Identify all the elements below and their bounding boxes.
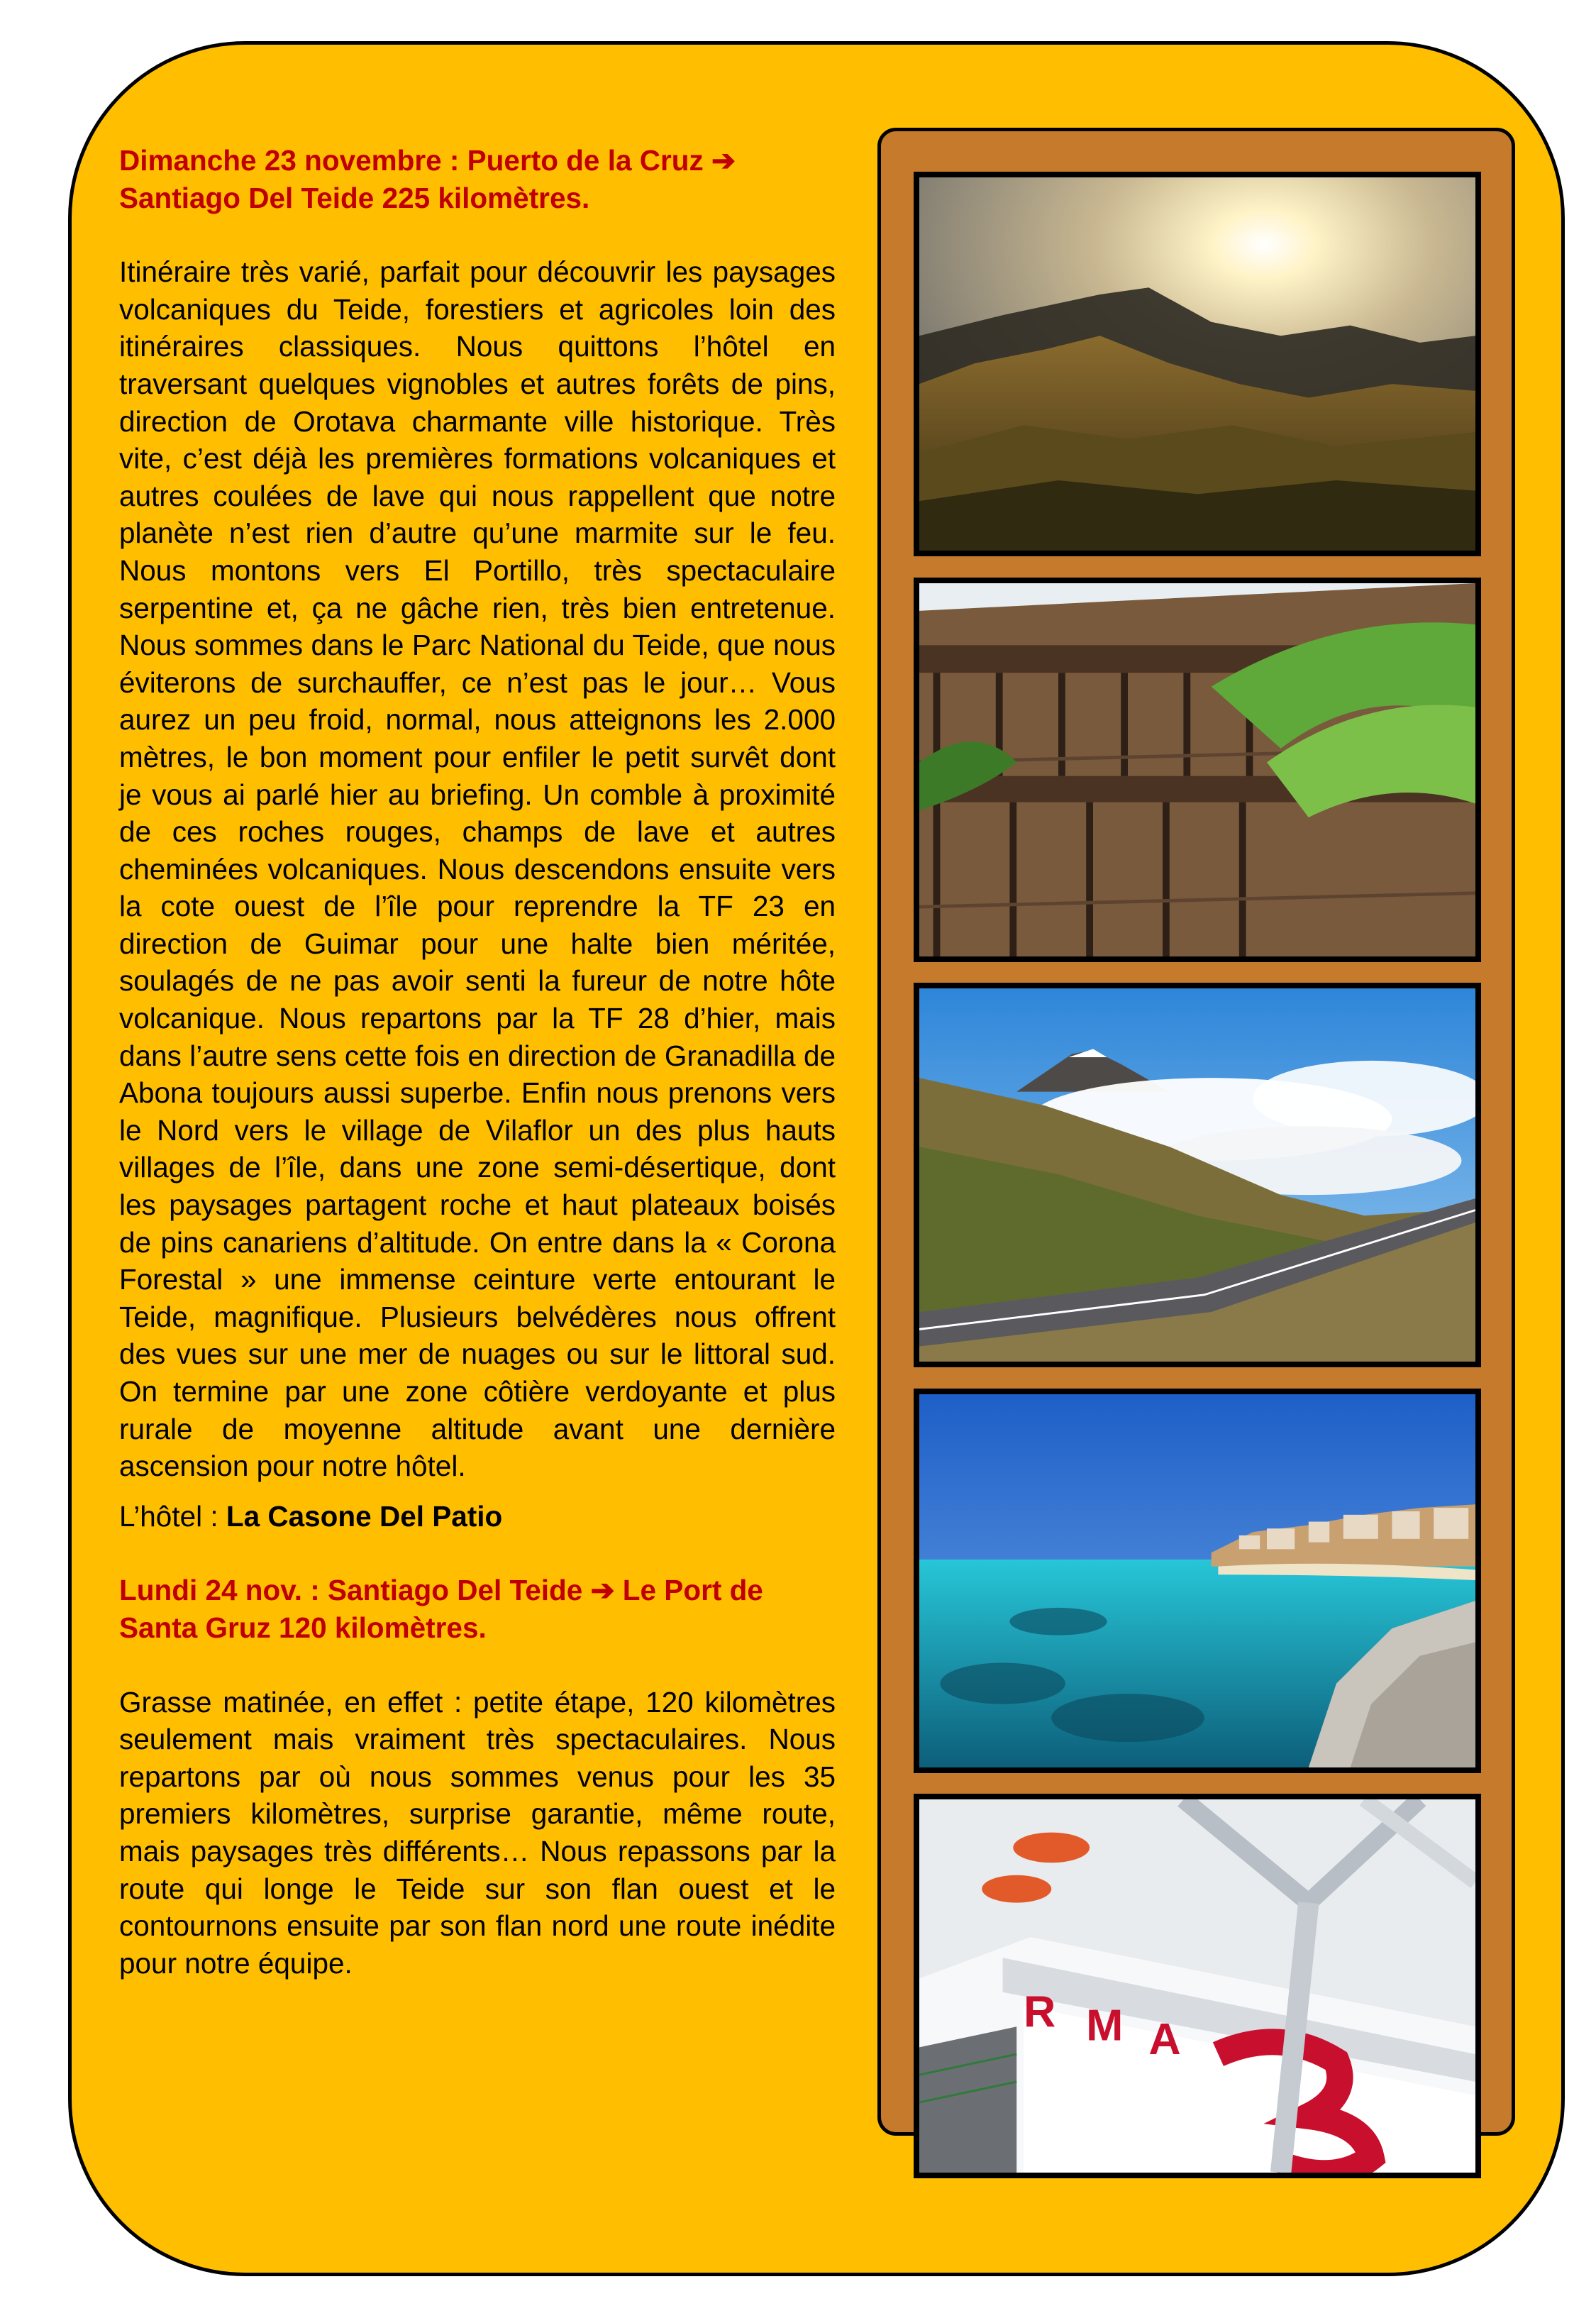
hotel-name: La Casone Del Patio	[226, 1499, 503, 1533]
day2-heading-line2: Santa Gruz 120 kilomètres.	[119, 1611, 487, 1644]
day2-heading	[119, 1572, 836, 1646]
ship-letter: R	[1024, 1987, 1056, 2037]
day2-heading-line1-end: Le Port de	[622, 1574, 763, 1607]
day1-heading-line1: Dimanche 23 novembre : Puerto de la Cruz	[119, 144, 704, 177]
hotel-label: L’hôtel :	[119, 1499, 226, 1533]
day1-heading	[119, 142, 836, 216]
turquoise-beach-photo	[914, 1389, 1481, 1773]
ferry-ship-photo	[914, 1794, 1481, 2178]
day2-body: Grasse matinée, en effet : petite étape, 120 kilomètres seulement mais vraiment très spectaculaires. Nous repartons par où nous sommes venus pour les 35 premiers kilomètres, surprise garantie, même route, mais paysages très différents… Nous repassons par la route qui longe le Teide sur son flan ouest et le contournons ensuite par son flan nord une route inédite pour notre équipe.	[119, 1685, 836, 1980]
arrow-right-icon: ➔	[711, 144, 736, 177]
wooden-balcony-photo	[914, 578, 1481, 962]
day1-body: Itinéraire très varié, parfait pour découvrir les paysages volcaniques du Teide, forestiers et agricoles loin des itinéraires classiques. Nous quittons l’hôtel en traversant quelques vignobles et autres forêts de pins, direction de Orotava charmante ville historique. Très vite, c’est déjà les premières formations volcaniques et autres coulées de lave qui nous rappellent que notre planète n’est rien d’autre qu’une marmite sur le feu. Nous montons vers El Portillo, très spectaculaire serpentine et, ça ne gâche rien, très bien entretenue. Nous sommes dans le Parc National du Teide, que nous éviterons de surchauffer, ce n’est pas le jour… Vous aurez un peu froid, normal, nous atteignons les 2.000 mètres, le bon moment pour enfiler le petit survêt dont je vous ai parlé hier au briefing. Un comble à proximité de ces roches rouges, champs de lave et autres cheminées volcaniques. Nous descendons ensuite vers la cote ouest de l’île pour reprendre la TF 23 en direction de Guimar pour une halte bien méritée, soulagés de ne pas avoir senti la fureur de notre hôte volcanique. Nous repartons par la TF 28 d’hier, mais dans l’autre sens cette fois en direction de Granadilla de Abona toujours aussi superbe. Enfin nous prenons vers le Nord vers le village de Vilaflor un des plus hauts villages de l’île, dans une zone semi-désertique, dont les paysages partagent roche et haut plateaux boisés de pins canariens d’altitude. On entre dans la « Corona Forestal » une immense ceinture verte entourant le Teide, magnifique. Plusieurs belvédères nous offrent des vues sur une mer de nuages ou sur le littoral sud. On termine par une zone côtière verdoyante et plus rurale de moyenne altitude avant une dernière ascension pour notre hôtel.	[119, 255, 836, 1483]
day1-hotel	[119, 1498, 836, 1535]
teide-road-photo	[914, 983, 1481, 1367]
day1-heading-line2: Santiago Del Teide 225 kilomètres.	[119, 181, 590, 214]
arrow-right-icon: ➔	[590, 1574, 615, 1607]
day2-heading-line1: Lundi 24 nov. : Santiago Del Teide	[119, 1574, 583, 1607]
ship-letter: A	[1148, 2015, 1181, 2065]
ship-letter: M	[1086, 2001, 1124, 2051]
itinerary-text-column	[119, 142, 836, 1982]
photo-strip	[877, 128, 1515, 2136]
mountain-sunset-photo	[914, 172, 1481, 556]
